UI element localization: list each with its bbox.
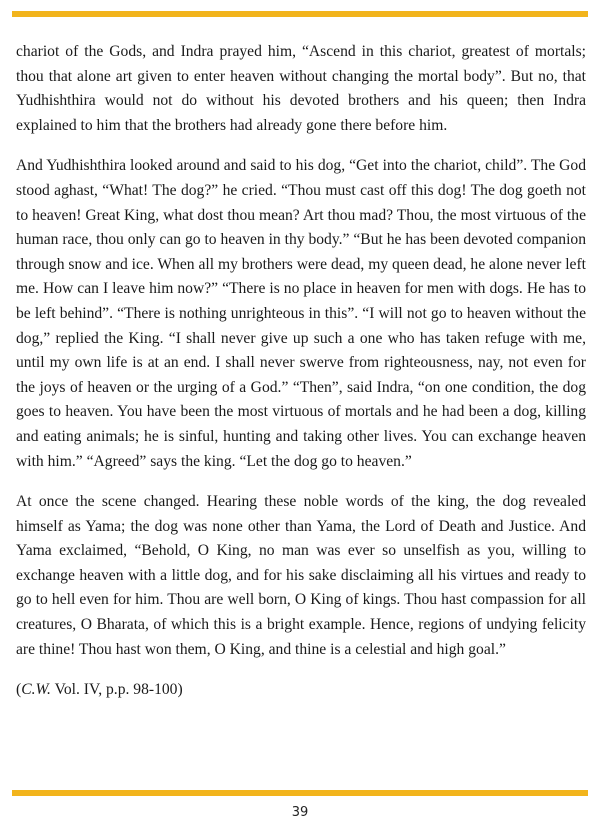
citation-rest: Vol. IV, p.p. 98-100): [50, 681, 183, 699]
paragraph-3: At once the scene changed. Hearing these noble words of the king, the dog revealed himself as Yama; the dog was none other than Yama, the Lord of Death and Justice. And Yama exclaimed, “Behold, O King, no man was ever so unselfish as you, willing to exchange heaven with a little dog, and for his sake disclaiming all his virtues and ready to go to hell even for him. Thou are well born, O King of kings. Thou hast compassion for all creatures, O Bharata, of which this is a bright example. Hence, regions of undying felicity are thine! Thou hast won them, O King, and thine is a celestial and high goal.”: [16, 493, 586, 658]
paragraph-1: chariot of the Gods, and Indra prayed him, “Ascend in this chariot, greatest of mortals; thou that alone art given to enter heaven without changing the mortal body”. But no, that Yudhishthira would not do without his devoted brothers and his queen; then Indra explained to him that the brothers had already gone there before him.: [16, 43, 586, 134]
citation-open: (: [16, 681, 22, 699]
citation-source: C.W.: [21, 681, 51, 699]
page-body: [16, 40, 586, 702]
citation: [16, 678, 586, 702]
page-number: 39: [291, 805, 309, 820]
top-decorative-rule: [12, 11, 588, 17]
bottom-decorative-rule: [12, 790, 588, 796]
paragraph-2: And Yudhishthira looked around and said to his dog, “Get into the chariot, child”. The God stood aghast, “What! The dog?” he cried. “Thou must cast off this dog! The dog goeth not to heaven! Great King, what dost thou mean? Art thou mad? Thou, the most virtuous of the human race, thou only can go to heaven in thy body.” “But he has been devoted companion through snow and ice. When all my brothers were dead, my queen dead, he alone never left me. How can I leave him now?” “There is no place in heaven for men with dogs. He has to be left behind”. “There is nothing unrighteous in this”. “I will not go to heaven without the dog,” replied the King. “I shall never give up such a one who has taken refuge with me, until my own life is at an end. I shall never swerve from righteousness, nay, not even for the joys of heaven or the urging of a God.” “Then”, said Indra, “on one condition, the dog goes to heaven. You have been the most virtuous of mortals and he had been a dog, killing and eating animals; he is sinful, hunting and taking other lives. You can exchange heaven with him.” “Agreed” says the king. “Let the dog go to heaven.”: [16, 157, 586, 470]
